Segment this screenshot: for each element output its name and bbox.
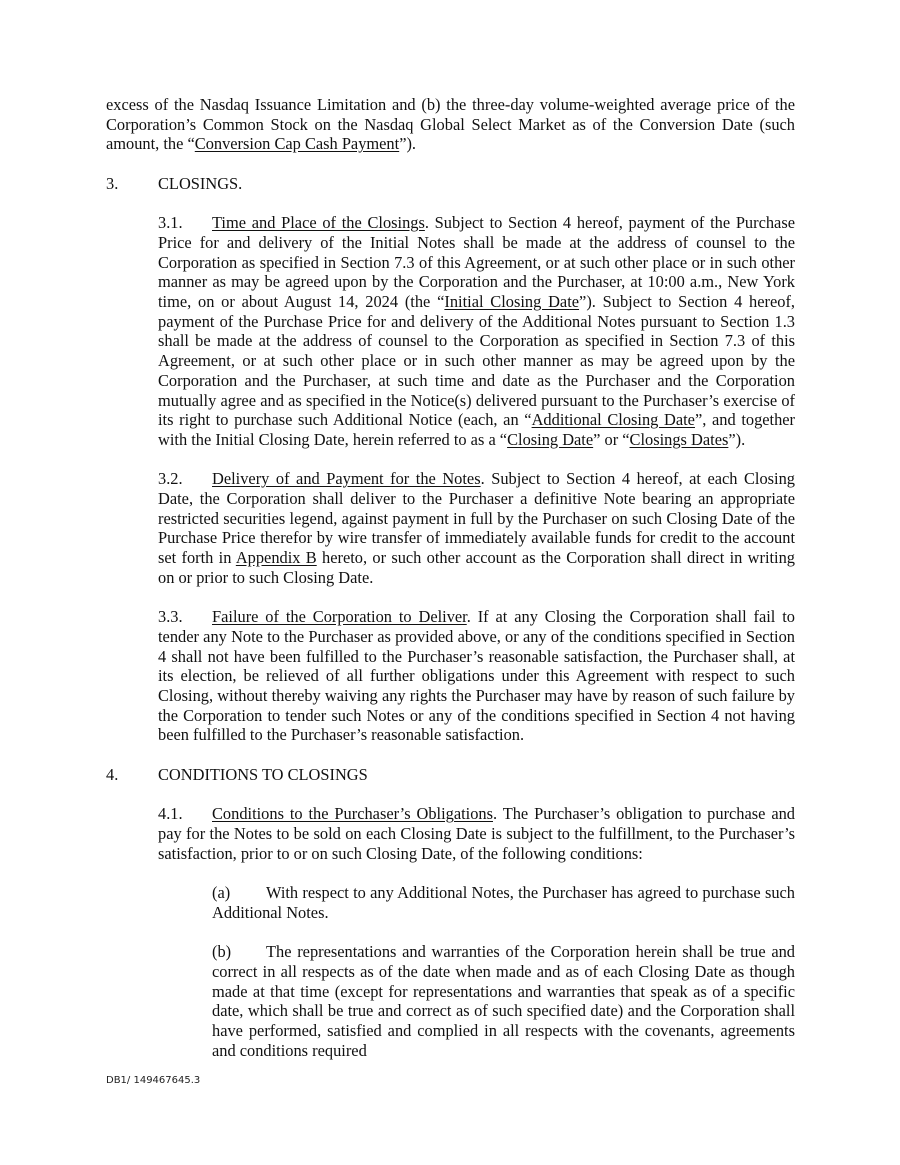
section-number: 4.1. bbox=[158, 804, 183, 824]
text-run: ”). bbox=[399, 134, 417, 154]
section-number: 3.3. bbox=[158, 607, 183, 627]
section-number: 3.2. bbox=[158, 469, 183, 489]
text-run: ” or “ bbox=[593, 429, 630, 449]
section-number: 3. bbox=[106, 173, 119, 193]
text-run: excess of the Nasdaq Issuance Limitation and (b) the three-day volume-weighted average price of the Corporation’s Common Stock on the Nasdaq Global Select Market as of the Conversion Date (such amount, the “ bbox=[106, 95, 795, 154]
defined-term: Conversion Cap Cash Payment bbox=[194, 134, 400, 154]
paragraph bbox=[106, 942, 795, 1060]
paragraph bbox=[106, 95, 795, 154]
defined-term: Delivery of and Payment for the Notes bbox=[212, 469, 481, 489]
section-number: 3.1. bbox=[158, 213, 183, 233]
paragraph bbox=[106, 883, 795, 922]
defined-term: Closings Dates bbox=[629, 429, 729, 449]
defined-term: Closing Date bbox=[507, 429, 594, 449]
document-footer-id: DB1/ 149467645.3 bbox=[106, 1075, 201, 1086]
section-number: (a) bbox=[212, 883, 231, 903]
text-run: . Subject to Section 4 hereof, payment of the Purchase Price for and delivery of the Initial Notes shall be made at the address of counsel to the Corporation as specified in Section 7.3 of this Agreement, or at such other place or in such other manner as may be agreed upon by the Corporation and the Purchaser, at 10:00 a.m., New York time, on or about August 14, 2024 (the “ bbox=[158, 213, 795, 311]
text-run: With respect to any Additional Notes, the Purchaser has agreed to purchase such Additional Notes. bbox=[212, 883, 795, 922]
paragraph bbox=[106, 804, 795, 863]
text-run: . The Purchaser’s obligation to purchase and pay for the Notes to be sold on each Closing Date is subject to the fulfillment, to the Purchaser’s satisfaction, prior to or on such Closing Date, of the following conditions: bbox=[158, 804, 795, 863]
defined-term: Failure of the Corporation to Deliver bbox=[212, 607, 467, 627]
section-number: (b) bbox=[212, 942, 232, 962]
defined-term: Additional Closing Date bbox=[531, 410, 695, 430]
paragraph bbox=[106, 469, 795, 587]
text-run: . Subject to Section 4 hereof, at each Closing Date, the Corporation shall deliver to the Purchaser a definitive Note bearing an appropriate restricted securities legend, against payment in full by the Purchaser on such Closing Date of the Purchase Price therefor by wire transfer of immediately available funds for credit to the account set forth in bbox=[158, 469, 795, 568]
text-run: . If at any Closing the Corporation shall fail to tender any Note to the Purchaser as provided above, or any of the conditions specified in Section 4 shall not have been fulfilled to the Purchaser’s reasonable satisfaction, the Purchaser shall, at its election, be relieved of all further obligations under this Agreement with respect to such Closing, without thereby waiving any rights the Purchaser may have by reason of such failure by the Corporation to tender such Notes or any of the conditions specified in Section 4 not having been fulfilled to the Purchaser’s reasonable satisfaction. bbox=[158, 607, 795, 745]
text-run: ”). Subject to Section 4 hereof, payment of the Purchase Price for and delivery of the Additional Notes pursuant to Section 1.3 shall be made at the address of counsel to the Corporation as specified in Section 7.3 of this Agreement, or at such other place or in such other manner as may be agreed upon by the Corporation and the Purchaser, at such time and date as the Purchaser and the Corporation mutually agree and as specified in the Notice(s) delivered pursuant to the Purchaser’s exercise of its right to purchase such Additional Notice (each, an “ bbox=[158, 292, 795, 430]
text-run: ”, and together with the Initial Closing Date, herein referred to as a “ bbox=[158, 410, 796, 449]
defined-term: Conditions to the Purchaser’s Obligations bbox=[212, 804, 493, 824]
defined-term: Time and Place of the Closings bbox=[212, 213, 425, 233]
text-run: ”). bbox=[728, 429, 746, 449]
text-run: hereto, or such other account as the Corporation shall direct in writing on or prior to such Closing Date. bbox=[158, 548, 795, 587]
text-run: CLOSINGS. bbox=[158, 173, 243, 193]
text-run: CONDITIONS TO CLOSINGS bbox=[158, 764, 368, 784]
document-body bbox=[106, 95, 795, 1080]
defined-term: Appendix B bbox=[235, 548, 317, 568]
paragraph bbox=[106, 607, 795, 745]
defined-term: Initial Closing Date bbox=[444, 292, 580, 311]
section-heading bbox=[106, 765, 795, 785]
text-run: The representations and warranties of the Corporation herein shall be true and correct in all respects as of the date when made and as of each Closing Date as though made at that time (except for representations and warranties that speak as of a specific date, which shall be true and correct as of such specified date) and the Corporation shall have performed, satisfied and complied in all respects with the covenants, agreements and conditions required bbox=[212, 942, 795, 1060]
section-number: 4. bbox=[106, 764, 119, 784]
section-heading bbox=[106, 174, 795, 194]
paragraph bbox=[106, 213, 795, 449]
